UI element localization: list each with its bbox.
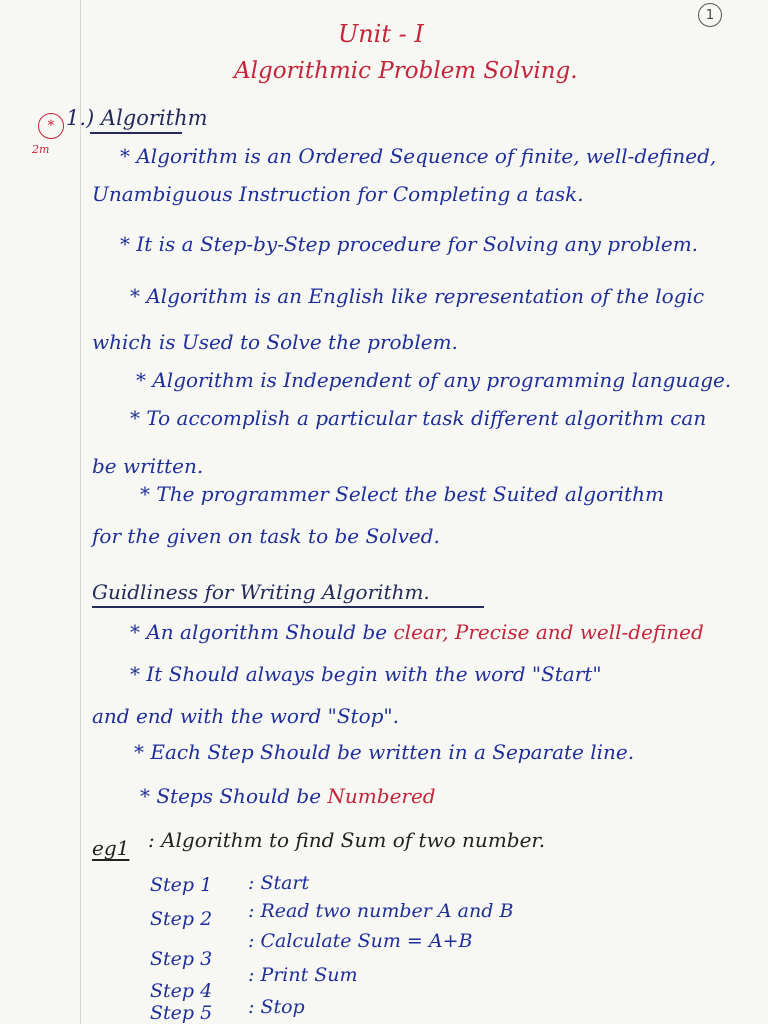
step-4-text: : Print Sum: [248, 964, 358, 986]
page-number: 1: [698, 3, 722, 27]
definition-line-1: * Algorithm is an Ordered Sequence of finite, well-defined,: [120, 144, 717, 168]
important-star-mark: *: [38, 113, 64, 139]
guideline-numbered: [140, 786, 436, 806]
guideline-clear: [130, 622, 704, 642]
example-title: : Algorithm to find Sum of two number.: [148, 828, 546, 852]
definition-line-2: Unambiguous Instruction for Completing a task.: [92, 182, 584, 206]
point-programmer-line-2: for the given on task to be Solved.: [92, 524, 440, 548]
step-1-text: : Start: [248, 872, 310, 894]
guideline-clear-emphasis: clear, Precise and well-defined: [393, 620, 704, 644]
marks-label: 2m: [32, 143, 50, 156]
point-english-line-2: which is Used to Solve the problem.: [92, 330, 458, 354]
page-title: Algorithmic Problem Solving.: [234, 58, 578, 84]
step-3-label: Step 3: [150, 948, 213, 970]
example-label: eg1: [92, 836, 130, 860]
guideline-numbered-emphasis: Numbered: [327, 784, 436, 808]
heading-underline: [90, 132, 182, 134]
margin-line: [80, 0, 81, 1024]
guideline-separate-line: * Each Step Should be written in a Separate line.: [134, 740, 635, 764]
guideline-start-line-2: and end with the word "Stop".: [92, 704, 399, 728]
guidelines-underline: [92, 606, 484, 608]
section-heading-algorithm: 1.) Algorithm: [66, 106, 208, 130]
step-1-label: Step 1: [150, 874, 213, 896]
section-heading-guidelines: Guidliness for Writing Algorithm.: [92, 580, 430, 604]
point-step-by-step: * It is a Step-by-Step procedure for Solving any problem.: [120, 232, 699, 256]
point-english-line-1: * Algorithm is an English like representation of the logic: [130, 284, 705, 308]
point-programmer-line-1: * The programmer Select the best Suited algorithm: [140, 482, 664, 506]
unit-heading: Unit - I: [338, 20, 424, 48]
step-3-text: : Calculate Sum = A+B: [248, 930, 473, 952]
step-2-label: Step 2: [150, 908, 213, 930]
point-accomplish-line-1: * To accomplish a particular task different algorithm can: [130, 406, 707, 430]
guideline-start-line-1: * It Should always begin with the word "Start": [130, 662, 602, 686]
step-2-text: : Read two number A and B: [248, 900, 514, 922]
step-4-label: Step 4: [150, 980, 213, 1002]
point-accomplish-line-2: be written.: [92, 454, 204, 478]
guideline-clear-prefix: * An algorithm Should be: [130, 620, 394, 644]
guideline-numbered-prefix: * Steps Should be: [140, 784, 328, 808]
step-5-text: : Stop: [248, 996, 305, 1018]
step-5-label: Step 5: [150, 1002, 213, 1024]
point-independent: * Algorithm is Independent of any programming language.: [136, 368, 732, 392]
